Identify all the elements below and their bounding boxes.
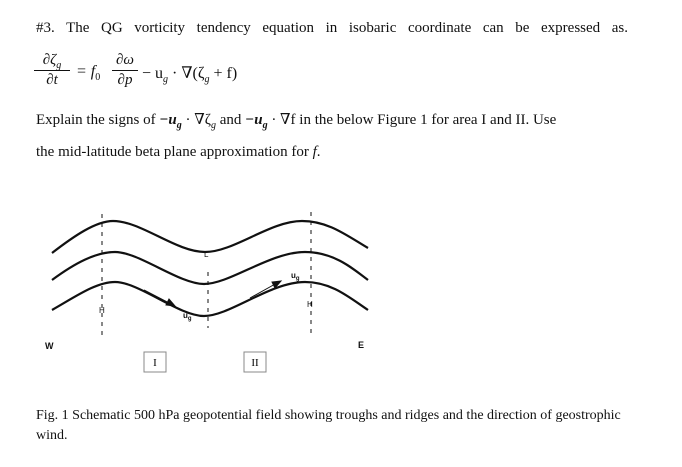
axis-lines [102, 212, 311, 336]
wind-arrow-right [250, 283, 277, 298]
label-high-left: H [99, 306, 105, 315]
question-title: #3. The QG vorticity tendency equation in isobaric coordinate can be expressed as. [36, 20, 628, 36]
omega-fraction: $\frac{\partial\omega}{\partial p}$ [112, 52, 138, 89]
geopotential-contours [52, 221, 368, 316]
arrow-head-left [166, 299, 175, 306]
contour-1 [52, 221, 368, 253]
area-label-i: I [153, 357, 157, 369]
label-west: W [45, 341, 54, 351]
label-ug-left: $u_g$ [183, 311, 192, 322]
label-low: L [204, 250, 209, 259]
lhs-fraction: $\frac{\partial\zeta_g}{\partial t}$ [34, 52, 70, 89]
instruction-line-2: the mid-latitude beta plane approximation for f. [36, 144, 321, 160]
advection-term: − $u_g \cdot \nabla(\zeta_g + f)$ [142, 65, 238, 85]
qg-vorticity-equation [34, 52, 434, 96]
equals-f0: = $f_0$ [76, 63, 101, 83]
wind-arrow-left [144, 290, 171, 304]
contour-2 [52, 252, 368, 284]
label-east: E [358, 340, 365, 350]
geopotential-figure [40, 200, 380, 400]
area-boxes [144, 352, 266, 372]
area-label-ii: II [251, 357, 259, 369]
label-high-right: H [307, 300, 313, 309]
figure-caption: Fig. 1 Schematic 500 hPa geopotential field showing troughs and ridges and the direction of geostrophic wind. [36, 408, 621, 443]
label-ug-right: $u_g$ [291, 271, 300, 282]
instruction-line-1: Explain the signs of $-u_g \cdot \nabla\zeta_g$ and $-u_g \cdot \nabla f$ in the below Figure 1 for area I and II. Use [36, 112, 557, 131]
